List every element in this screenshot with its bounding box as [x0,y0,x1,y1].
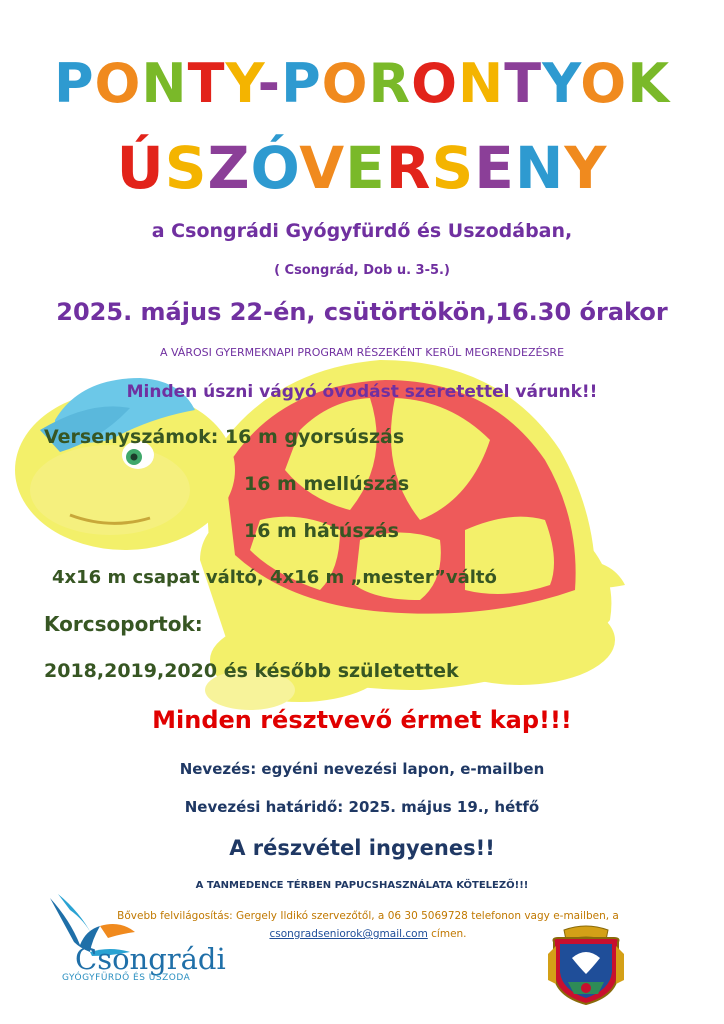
title-letter: O [411,52,459,115]
title-letter: E [474,134,515,202]
coat-of-arms-icon [546,924,626,1006]
welcome-text: Minden úszni vágyó óvodást szeretettel várunk!! [126,382,598,402]
title-line-1 [0,52,724,115]
title-letter: Y [564,134,608,202]
title-letter: T [504,52,543,115]
title-letter: Y [225,52,258,115]
title-letter: R [368,52,412,115]
title-letter: Ó [250,134,300,202]
info-text: Bővebb felvilágosítás: Gergely Ildikó szervezőtől, a 06 30 5069728 telefonon vagy e-mailben, a [117,910,619,922]
title-letter: Ú [116,134,165,202]
age-groups-heading: Korcsoportok: [44,612,203,636]
address-text: ( Csongrád, Dob u. 3-5.) [274,263,450,278]
free-participation-text: A részvétel ingyenes!! [229,836,495,860]
title-letter: S [431,134,475,202]
title-letter: V [299,134,346,202]
email-suffix: címen. [427,928,467,940]
events-heading: Versenyszámok: 16 m gyorsúszás [44,426,405,448]
logo-name: Csongrádi [75,942,226,976]
title-letter: N [458,52,505,115]
title-letter: O [94,52,142,115]
title-letter: R [385,134,432,202]
deadline-text: Nevezési határidő: 2025. május 19., hétfő [184,798,540,816]
title-letter: K [627,52,671,115]
title-letter: P [281,52,322,115]
entry-text: Nevezés: egyéni nevezési lapon, e-mailben [179,760,545,778]
title-letter: P [53,52,95,115]
title-letter: N [514,134,565,202]
logo-subtitle: GYÓGYFÜRDŐ ÉS USZODA [62,973,191,983]
title-letter: E [345,134,386,202]
email-link[interactable]: csongradseniorok@gmail.com [269,928,428,940]
title-letter: O [321,52,369,115]
event-item: 4x16 m csapat váltó, 4x16 m „mester”váltó [52,567,497,588]
title-letter: Y [542,52,581,115]
date-text: 2025. május 22-én, csütörtökön,16.30 órakor [56,298,668,326]
event-item: 16 m mellúszás [244,473,410,495]
title-letter: Z [207,134,251,202]
title-letter: T [187,52,226,115]
title-letter: O [580,52,628,115]
event-item: 16 m hátúszás [244,520,399,542]
program-note: A VÁROSI GYERMEKNAPI PROGRAM RÉSZEKÉNT KERÜL MEGRENDEZÉSRE [159,346,565,359]
title-line-2 [0,134,724,202]
medal-text: Minden résztvevő érmet kap!!! [152,706,572,734]
title-letter: N [141,52,188,115]
title-letter: S [164,134,208,202]
slipper-note: A TANMEDENCE TÉRBEN PAPUCSHASZNÁLATA KÖTELEZŐ!!! [195,880,529,891]
age-groups-years: 2018,2019,2020 és később születettek [44,660,459,682]
venue-text: a Csongrádi Gyógyfürdő és Uszodában, [151,220,573,242]
title-letter: - [257,52,282,115]
